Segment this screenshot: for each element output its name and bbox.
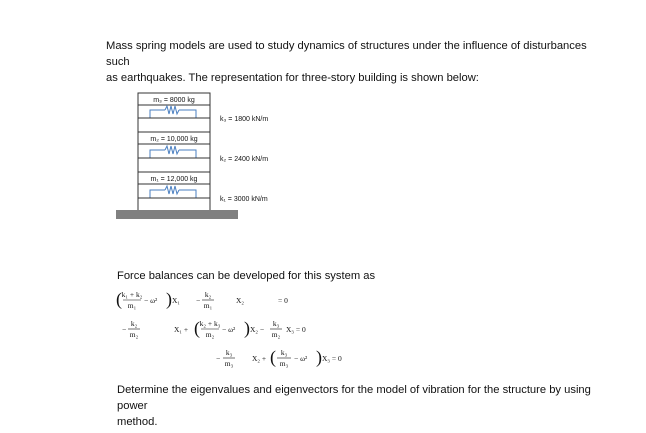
building-diagram <box>110 88 310 224</box>
force-balance-text: Force balances can be developed for this system as <box>117 270 376 282</box>
svg-text:(: ( <box>116 289 122 309</box>
eq2-k2k3: k₂ + k₃ <box>199 319 221 328</box>
ground <box>116 210 238 219</box>
spring-1 <box>150 186 196 198</box>
spring-2 <box>150 146 196 158</box>
eq1-k1k2: k₁ + k₂ <box>121 290 143 299</box>
eq1-k2: k₂ <box>204 290 212 299</box>
eq2-k3: k₃ <box>272 319 280 328</box>
eq3-X3: X₃ = 0 <box>322 354 342 363</box>
eq3-omega: − ω² <box>294 354 308 363</box>
mass-2-label: m₂ = 10,000 kg <box>150 136 198 143</box>
eq2-X2: X₂ − <box>250 325 265 334</box>
svg-text:(: ( <box>194 318 200 338</box>
eq2-m2-b: m₂ <box>205 330 215 339</box>
eq1-omega: − ω² <box>144 296 158 305</box>
eq1-m1: m₁ <box>127 301 137 310</box>
intro-line-1: Mass spring models are used to study dynamics of structures under the influence of disturbances such <box>106 40 587 68</box>
svg-text:): ) <box>244 318 250 338</box>
eq2-m2-c: m₂ <box>271 330 281 339</box>
determine-line-1: Determine the eigenvalues and eigenvectors for the model of vibration for the structure by using power <box>117 384 591 412</box>
eq3-k3-b: k₃ <box>280 348 288 357</box>
equation-1 <box>116 289 288 310</box>
mass-1-label: m₁ = 12,000 kg <box>150 176 198 183</box>
eq2-X3: X₃ = 0 <box>286 325 306 334</box>
svg-text:(: ( <box>270 347 276 367</box>
svg-text:): ) <box>316 347 322 367</box>
svg-text:−: − <box>216 354 221 363</box>
eq2-X1: X₁ + <box>174 325 189 334</box>
eq3-m3: m₃ <box>224 359 234 368</box>
eq1-rhs: = 0 <box>278 296 288 305</box>
equation-2 <box>122 318 306 339</box>
equations <box>112 286 372 378</box>
eq1-X2: X₂ <box>236 296 245 305</box>
eq3-X2: X₂ + <box>252 354 267 363</box>
svg-text:−: − <box>122 325 127 334</box>
svg-text:): ) <box>166 289 172 309</box>
determine-paragraph <box>117 382 597 430</box>
intro-line-2: as earthquakes. The representation for three-story building is shown below: <box>106 72 479 84</box>
eq2-omega: − ω² <box>222 325 236 334</box>
eq2-k2: k₂ <box>130 319 138 328</box>
eq2-m2: m₂ <box>129 330 139 339</box>
mass-3-label: m₃ = 8000 kg <box>153 97 195 104</box>
spring-3-label: k₃ = 1800 kN/m <box>220 116 269 123</box>
eq3-m3-b: m₃ <box>279 359 289 368</box>
intro-paragraph <box>106 38 606 86</box>
equation-3 <box>216 347 342 368</box>
determine-line-2: method. <box>117 416 158 428</box>
spring-1-label: k₁ = 3000 kN/m <box>220 196 268 203</box>
eq1-X1: X₁ <box>172 296 181 305</box>
svg-text:−: − <box>196 296 201 305</box>
eq1-m1-b: m₁ <box>203 301 213 310</box>
spring-3 <box>150 106 196 118</box>
spring-2-label: k₂ = 2400 kN/m <box>220 156 269 163</box>
eq3-k3: k₃ <box>225 348 233 357</box>
